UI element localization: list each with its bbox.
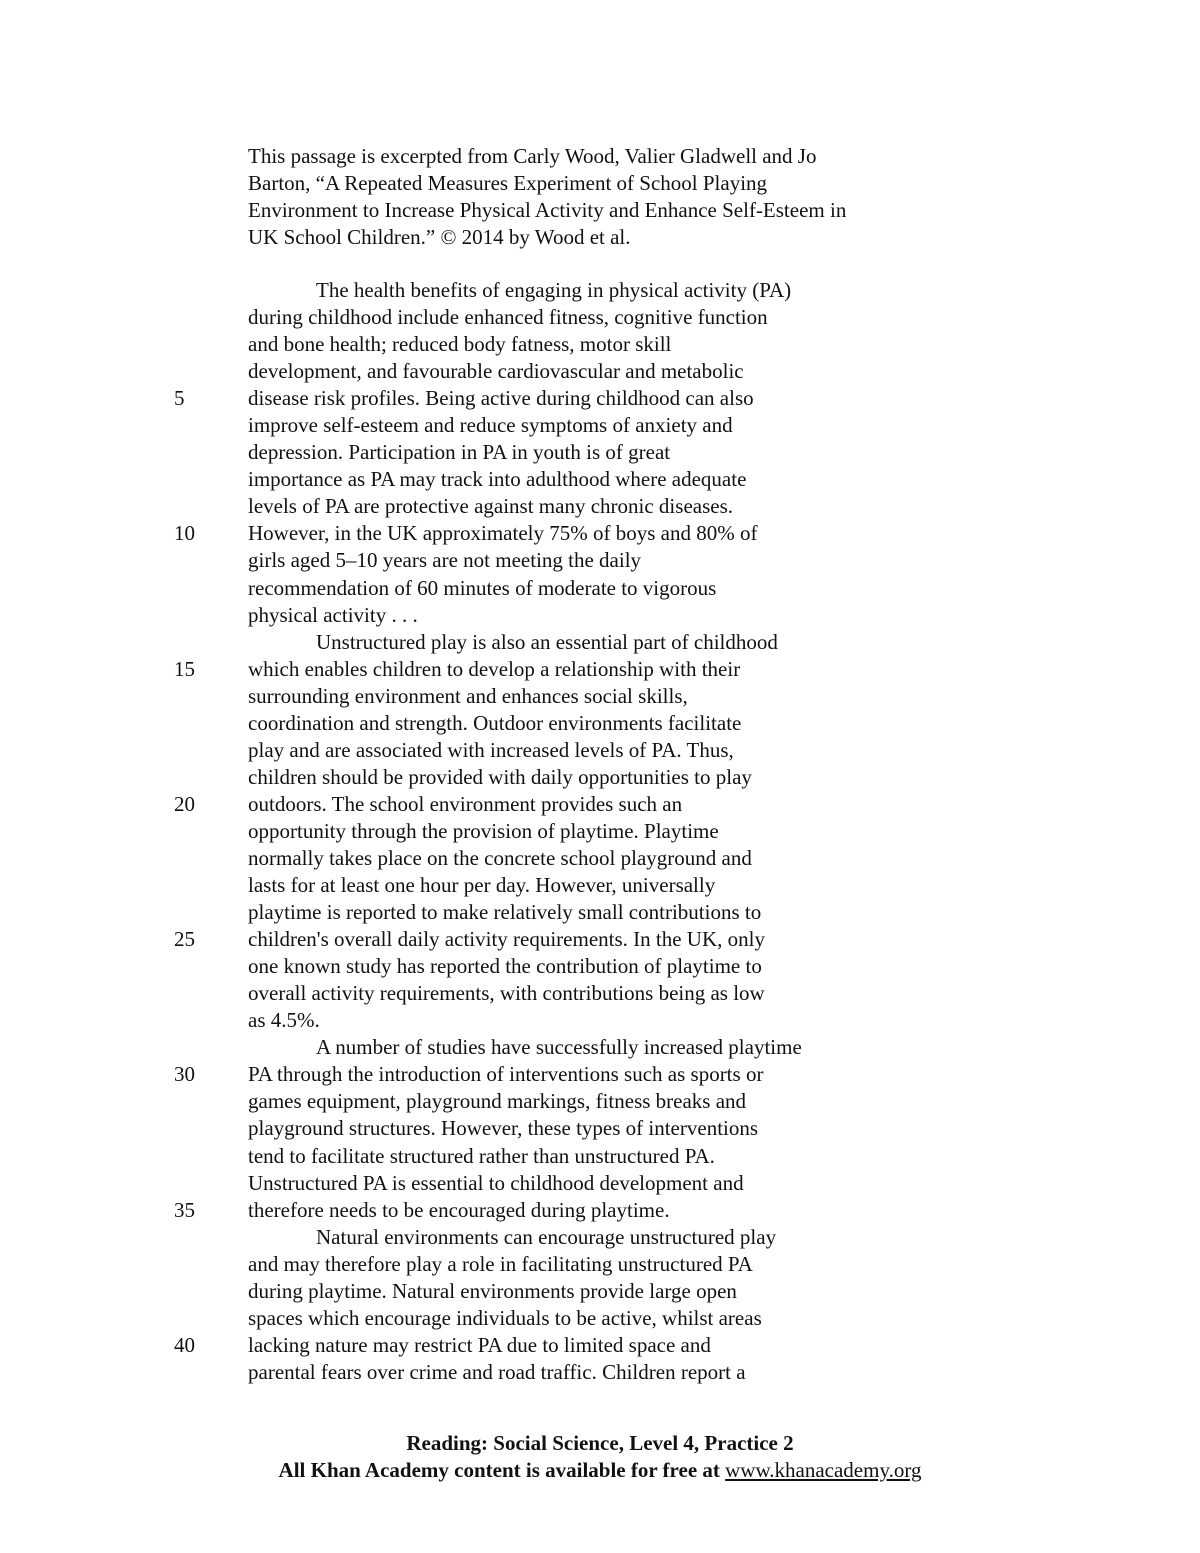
passage-line [0,710,1200,737]
line-text: outdoors. The school environment provides such an [248,791,683,816]
line-text: lasts for at least one hour per day. However, universally [248,873,716,898]
passage-line [0,412,1200,439]
line-text: girls aged 5–10 years are not meeting the daily [248,548,642,573]
line-text: coordination and strength. Outdoor environments facilitate [248,710,742,735]
line-text: surrounding environment and enhances social skills, [248,683,688,708]
passage-line [0,737,1200,764]
passage-line [0,575,1200,602]
page-footer [0,1430,1200,1484]
line-text: and bone health; reduced body fatness, motor skill [248,332,672,357]
footer-availability-text: All Khan Academy content is available for free at [278,1458,726,1482]
citation-line: UK School Children.” © 2014 by Wood et al. [248,225,631,249]
passage-line [0,764,1200,791]
line-text: children should be provided with daily opportunities to play [248,764,752,789]
line-text: disease risk profiles. Being active during childhood can also [248,386,754,411]
passage-line [0,926,1200,953]
line-number: 5 [174,386,185,411]
passage-line [0,304,1200,331]
line-text: levels of PA are protective against many chronic diseases. [248,494,733,519]
passage-line [0,629,1200,656]
passage-line [0,520,1200,547]
passage-line [0,1007,1200,1034]
line-text: development, and favourable cardiovascular and metabolic [248,359,744,384]
line-text: therefore needs to be encouraged during playtime. [248,1197,670,1222]
passage-line [0,439,1200,466]
line-text: depression. Participation in PA in youth is of great [248,440,671,465]
passage-line [0,466,1200,493]
passage-line [0,656,1200,683]
line-number: 15 [174,656,195,681]
line-text: overall activity requirements, with contributions being as low [248,981,765,1006]
citation-line: Barton, “A Repeated Measures Experiment of School Playing [248,171,768,195]
line-number: 30 [174,1062,195,1087]
passage-line [0,1115,1200,1142]
passage-line [0,547,1200,574]
line-text: play and are associated with increased levels of PA. Thus, [248,737,734,762]
line-number: 35 [174,1197,195,1222]
line-text: Natural environments can encourage unstructured play [316,1224,777,1249]
line-text: spaces which encourage individuals to be active, whilst areas [248,1305,762,1330]
line-text: importance as PA may track into adulthood where adequate [248,467,747,492]
line-text: parental fears over crime and road traffic. Children report a [248,1359,746,1384]
line-text: recommendation of 60 minutes of moderate to vigorous [248,575,717,600]
passage-line [0,1359,1200,1386]
passage-line [0,1170,1200,1197]
passage-line [0,818,1200,845]
passage-body [0,277,1200,1386]
passage-line [0,1088,1200,1115]
line-text: one known study has reported the contribution of playtime to [248,954,762,979]
line-text: The health benefits of engaging in physical activity (PA) [316,278,792,302]
passage-line [0,1197,1200,1224]
passage-line [0,385,1200,412]
line-text: PA through the introduction of interventions such as sports or [248,1062,764,1087]
line-text: Unstructured play is also an essential part of childhood [316,629,778,654]
passage-line [0,1251,1200,1278]
passage-line [0,1224,1200,1251]
line-text: playtime is reported to make relatively small contributions to [248,900,762,925]
line-text: normally takes place on the concrete school playground and [248,845,752,870]
passage-line [0,1332,1200,1359]
footer-title: Reading: Social Science, Level 4, Practice 2 [406,1431,794,1455]
citation-line: Environment to Increase Physical Activity and Enhance Self-Esteem in [248,198,847,222]
passage-line [0,1143,1200,1170]
line-text: playground structures. However, these types of interventions [248,1116,759,1141]
line-text: tend to facilitate structured rather than unstructured PA. [248,1143,715,1168]
line-text: during childhood include enhanced fitness, cognitive function [248,305,768,330]
passage-line [0,358,1200,385]
line-number: 25 [174,927,195,952]
line-text: and may therefore play a role in facilitating unstructured PA [248,1251,753,1276]
passage-line [0,1305,1200,1332]
line-number: 10 [174,521,195,546]
passage-line [0,602,1200,629]
line-text: games equipment, playground markings, fitness breaks and [248,1089,747,1114]
passage-line [0,493,1200,520]
line-text: improve self-esteem and reduce symptoms of anxiety and [248,413,733,438]
line-text: However, in the UK approximately 75% of boys and 80% of [248,521,758,546]
passage-line [0,980,1200,1007]
passage-line [0,791,1200,818]
line-text: as 4.5%. [248,1008,320,1033]
khan-academy-link[interactable]: www.khanacademy.org [725,1458,922,1482]
passage-line [0,683,1200,710]
passage-line [0,331,1200,358]
footer-availability [0,1457,1200,1484]
passage-line [0,899,1200,926]
line-number: 20 [174,791,195,816]
source-citation [248,143,948,251]
line-text: during playtime. Natural environments provide large open [248,1278,737,1303]
passage-line [0,1278,1200,1305]
line-text: opportunity through the provision of playtime. Playtime [248,818,719,843]
line-text: Unstructured PA is essential to childhood development and [248,1170,744,1195]
line-text: children's overall daily activity requirements. In the UK, only [248,927,765,952]
passage-line [0,1061,1200,1088]
line-number: 40 [174,1332,195,1357]
line-text: lacking nature may restrict PA due to limited space and [248,1332,711,1357]
citation-line: This passage is excerpted from Carly Wood, Valier Gladwell and Jo [248,144,817,168]
passage-line [0,872,1200,899]
passage-line [0,845,1200,872]
line-text: A number of studies have successfully increased playtime [316,1035,802,1060]
line-text: physical activity . . . [248,602,418,627]
passage-line [0,1034,1200,1061]
passage-line [0,953,1200,980]
passage-line [0,277,1200,304]
line-text: which enables children to develop a relationship with their [248,656,741,681]
